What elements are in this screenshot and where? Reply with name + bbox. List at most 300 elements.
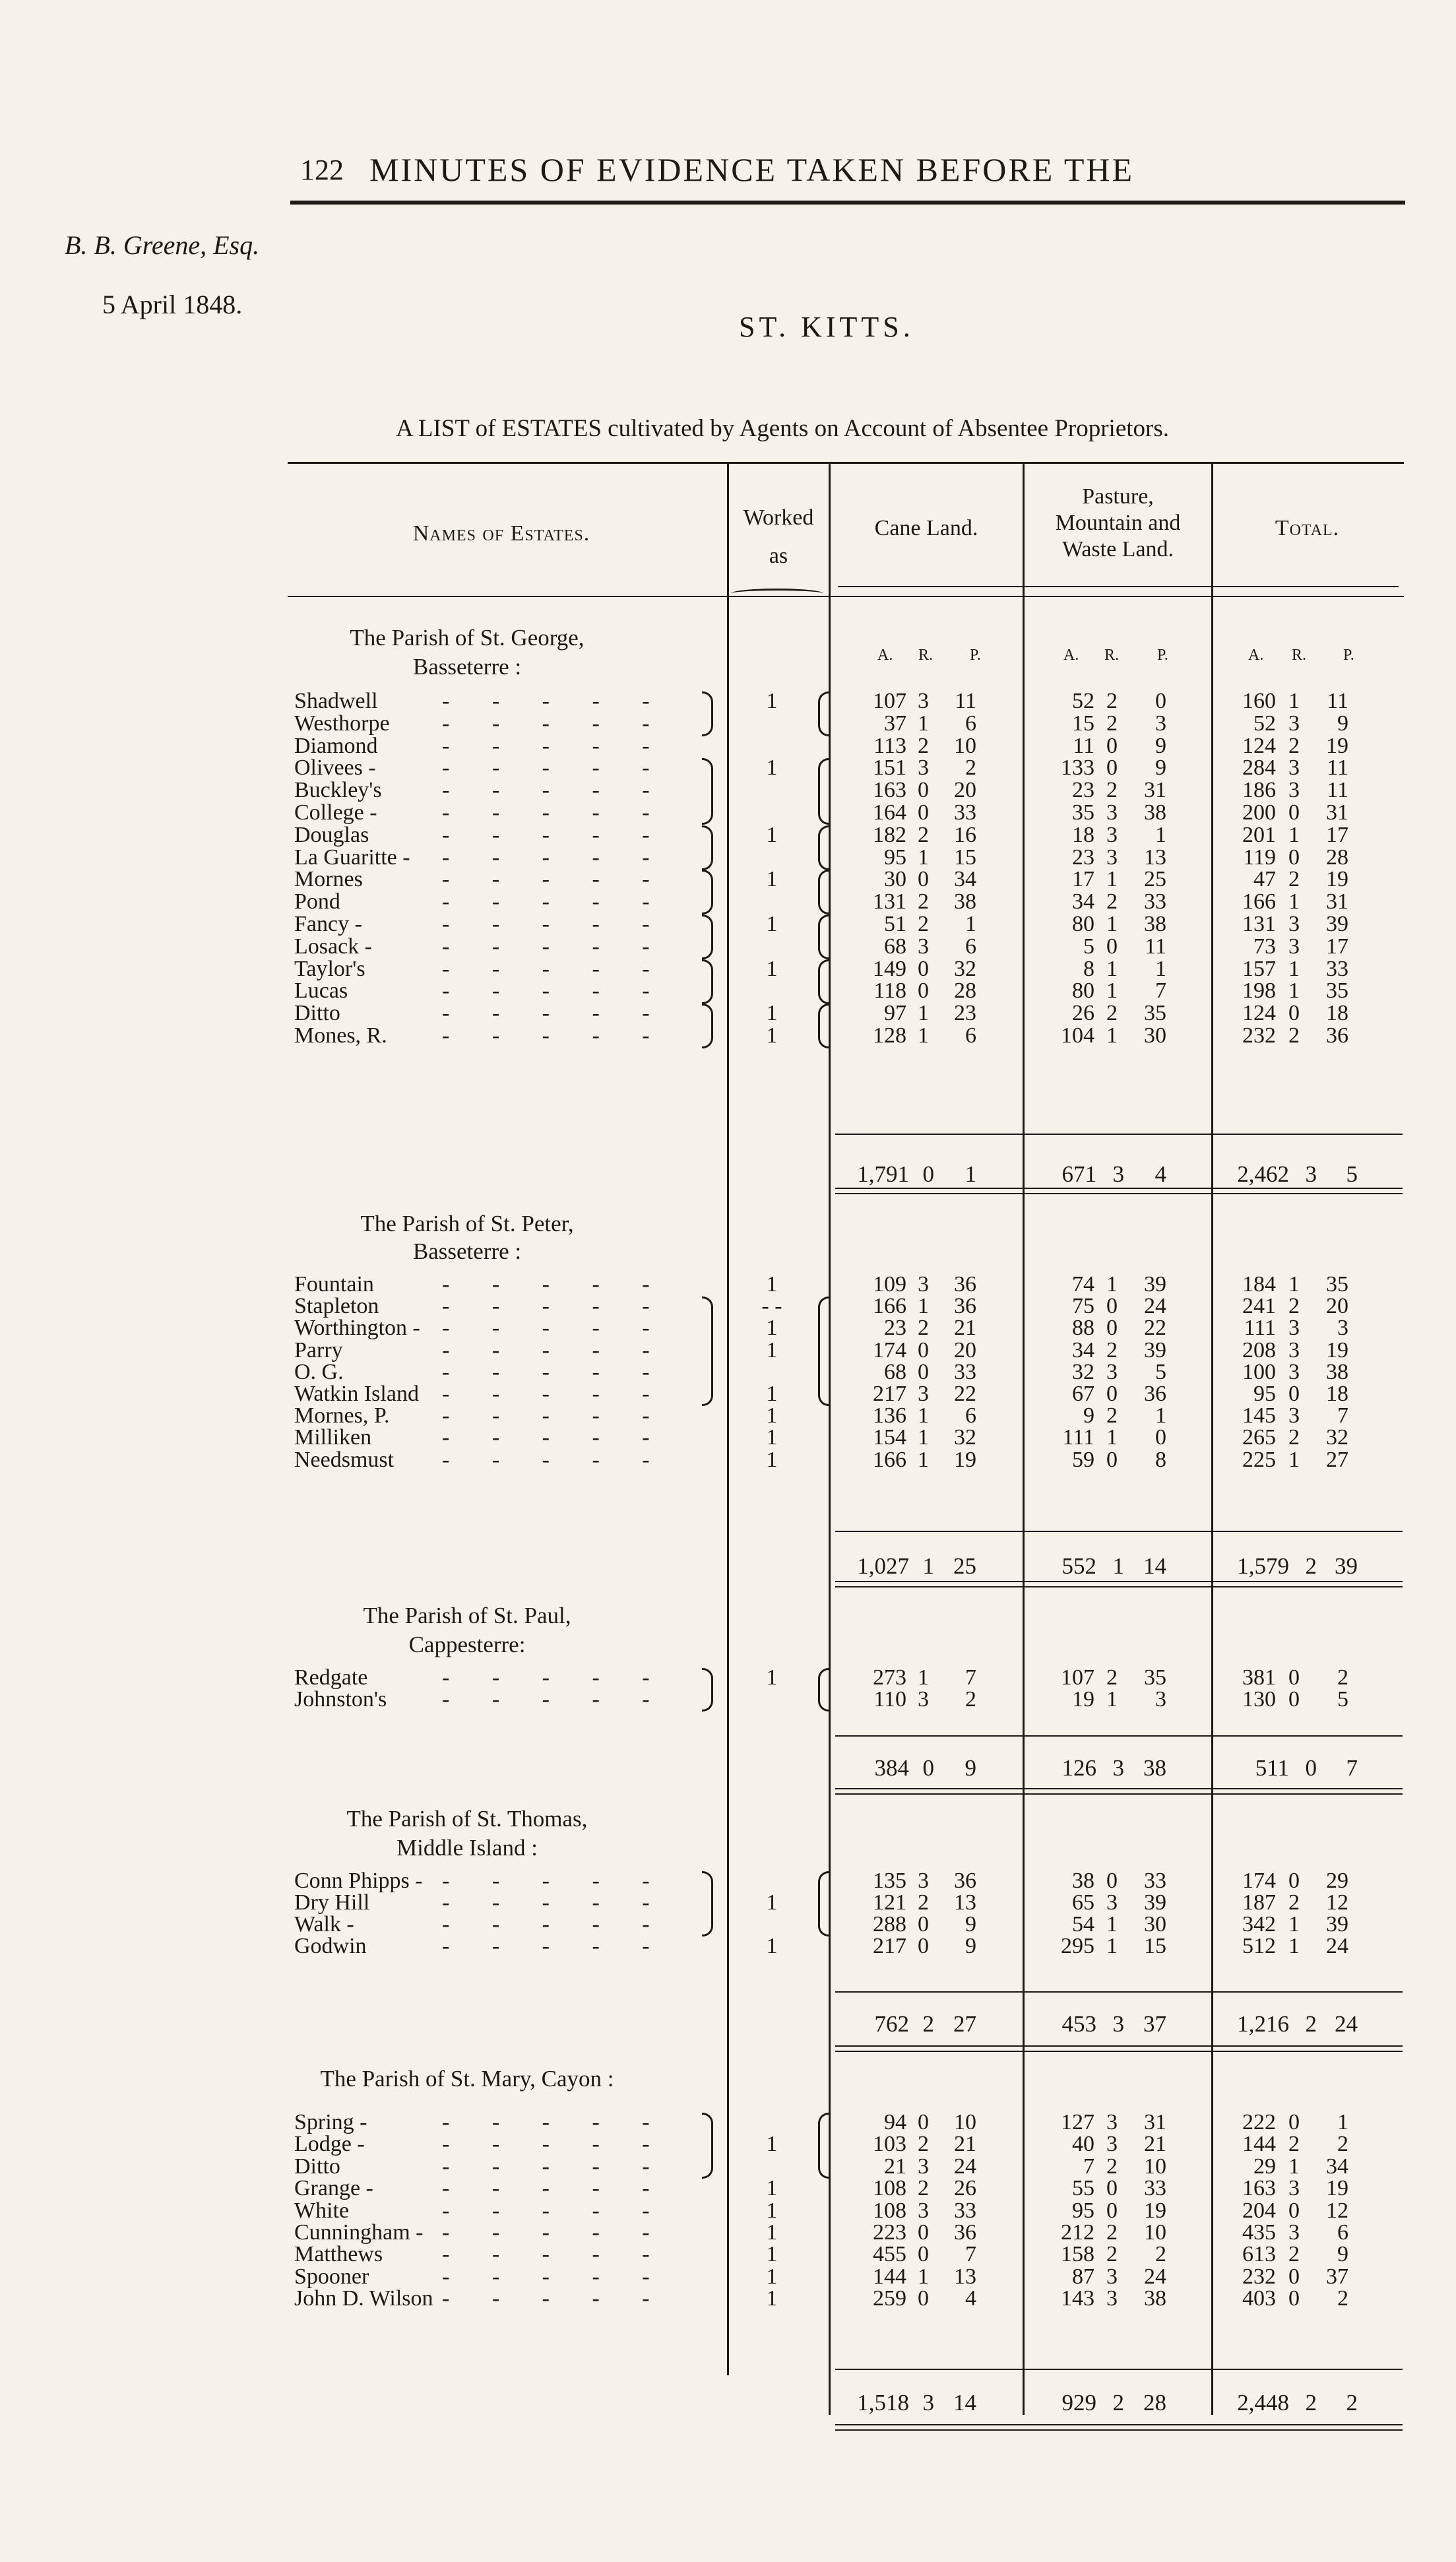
total-perches: 18 — [1326, 1382, 1348, 1406]
pasture-roods: 2 — [1106, 711, 1118, 736]
cane-acres: 217 — [873, 1382, 906, 1406]
estate-name: Ditto — [294, 2154, 340, 2179]
leader-dots: - - - - - — [442, 1890, 668, 1915]
cane-perches: 36 — [954, 1294, 976, 1318]
parish-subtitle: Basseterre : — [412, 654, 522, 680]
cane-perches: 16 — [954, 823, 976, 847]
pasture-acres: 18 — [1072, 823, 1094, 847]
total-roods: 0 — [1288, 1869, 1300, 1893]
total-total-acres: 1,579 — [1237, 1553, 1289, 1579]
cane-total-acres: 1,518 — [857, 2390, 909, 2416]
cane-acres: 273 — [873, 1665, 906, 1690]
parish-total-row — [0, 1554, 1456, 1578]
estate-name: Watkin Island — [294, 1382, 419, 1406]
sum-rule — [835, 1991, 1403, 1993]
cane-roods: 0 — [918, 1912, 929, 1937]
pasture-acres: 127 — [1061, 2110, 1094, 2134]
total-total-roods: 3 — [1305, 1161, 1317, 1187]
total-perches: 32 — [1326, 1425, 1348, 1450]
cane-acres: 217 — [873, 1934, 906, 1958]
cane-roods: 3 — [918, 1869, 929, 1893]
estate-name: Spring - — [294, 2110, 367, 2134]
parish-subtitle: Middle Island : — [396, 1835, 538, 1861]
cane-perches: 10 — [954, 2110, 976, 2134]
cane-roods: 1 — [918, 711, 929, 736]
cane-roods: 0 — [918, 1360, 929, 1384]
pasture-roods: 1 — [1106, 867, 1118, 891]
cane-total-acres: 1,027 — [857, 1553, 909, 1579]
table-row — [0, 1426, 1456, 1449]
table-row — [0, 913, 1456, 936]
pasture-perches: 33 — [1144, 889, 1166, 914]
pasture-roods: 0 — [1106, 934, 1118, 959]
leader-dots: - - - - - — [442, 867, 668, 891]
left-brace — [818, 2113, 829, 2179]
pasture-total-acres: 552 — [1061, 1553, 1096, 1579]
total-acres: 208 — [1242, 1338, 1276, 1362]
worked-as-value: 1 — [766, 1448, 778, 1472]
cane-roods: 3 — [918, 2154, 929, 2179]
total-acres: 225 — [1242, 1448, 1276, 1472]
total-roods: 0 — [1288, 2286, 1300, 2311]
leader-dots: - - - - - — [442, 912, 668, 936]
pasture-total-acres: 671 — [1061, 1161, 1096, 1187]
total-perches: 7 — [1337, 1403, 1348, 1428]
pasture-total-perches: 14 — [1143, 1553, 1166, 1579]
pasture-acres: 158 — [1061, 2242, 1094, 2266]
pasture-roods: 2 — [1106, 889, 1118, 914]
pasture-acres: 17 — [1072, 867, 1094, 891]
pasture-perches: 39 — [1144, 1272, 1166, 1297]
estate-name: Godwin — [294, 1934, 367, 1958]
right-brace — [702, 959, 713, 1004]
total-roods: 1 — [1288, 823, 1300, 847]
table-row — [0, 2111, 1456, 2134]
cane-acres: 163 — [873, 778, 906, 802]
pasture-acres: 7 — [1083, 2154, 1094, 2179]
table-row — [0, 2177, 1456, 2200]
cane-acres: 131 — [873, 889, 906, 914]
cane-roods: 0 — [918, 2110, 929, 2134]
pasture-perches: 1 — [1155, 957, 1166, 981]
estate-name: Losack - — [294, 934, 373, 959]
total-total-roods: 0 — [1305, 1755, 1317, 1781]
estate-name: Grange - — [294, 2176, 373, 2200]
estate-name: Johnston's — [294, 1687, 387, 1712]
pasture-perches: 0 — [1155, 1425, 1166, 1450]
sum-rule — [835, 2369, 1403, 2370]
pasture-perches: 38 — [1144, 2286, 1166, 2311]
estate-name: Stapleton — [294, 1294, 379, 1318]
pasture-roods: 0 — [1106, 2198, 1118, 2223]
sum-rule — [835, 1134, 1403, 1135]
table-row — [0, 1273, 1456, 1296]
cane-acres: 23 — [884, 1316, 906, 1340]
column-header-pasture-2: Mountain and — [1055, 511, 1181, 535]
pasture-perches: 11 — [1145, 934, 1166, 959]
leader-dots: - - - - - — [442, 1425, 668, 1450]
cane-roods: 0 — [918, 1338, 929, 1362]
pasture-roods: 3 — [1106, 2110, 1118, 2134]
pasture-perches: 2 — [1155, 2242, 1166, 2266]
worked-as-value: 1 — [766, 2264, 778, 2289]
pasture-total-perches: 37 — [1143, 2011, 1166, 2037]
pasture-perches: 39 — [1144, 1890, 1166, 1915]
cane-perches: 23 — [954, 1001, 976, 1025]
total-acres: 166 — [1242, 889, 1276, 914]
cane-roods: 3 — [918, 755, 929, 780]
column-header-worked-2: as — [769, 544, 788, 568]
pasture-perches: 31 — [1144, 778, 1166, 802]
table-row — [0, 779, 1456, 802]
right-brace — [702, 870, 713, 914]
total-roods: 1 — [1288, 689, 1300, 713]
cane-perches: 38 — [954, 889, 976, 914]
worked-as-value: 1 — [766, 2220, 778, 2245]
pasture-acres: 38 — [1072, 1869, 1094, 1893]
leader-dots: - - - - - — [442, 2198, 668, 2223]
cane-roods: 1 — [918, 1665, 929, 1690]
pasture-acres: 23 — [1072, 845, 1094, 870]
table-row — [0, 1383, 1456, 1405]
total-perches: 24 — [1326, 1934, 1348, 1958]
worked-as-value: 1 — [766, 1890, 778, 1915]
leader-dots: - - - - - — [442, 823, 668, 847]
cane-perches: 26 — [954, 2176, 976, 2200]
total-total-roods: 2 — [1305, 2390, 1317, 2416]
total-perches: 20 — [1326, 1294, 1348, 1318]
estate-name: Conn Phipps - — [294, 1869, 423, 1893]
pasture-total-roods: 1 — [1112, 1553, 1124, 1579]
total-total-acres: 2,448 — [1237, 2390, 1289, 2416]
cane-roods: 0 — [918, 2220, 929, 2245]
pasture-roods: 0 — [1106, 1382, 1118, 1406]
worked-header-brace — [731, 589, 823, 598]
total-total-perches: 5 — [1346, 1161, 1358, 1187]
pasture-total-perches: 28 — [1143, 2390, 1166, 2416]
table-row — [0, 1002, 1456, 1025]
leader-dots: - - - - - — [442, 689, 668, 713]
cane-perches: 2 — [965, 755, 976, 780]
total-acres: 200 — [1242, 800, 1276, 825]
pasture-roods: 1 — [1106, 1687, 1118, 1712]
cane-acres: 121 — [873, 1890, 906, 1915]
left-brace — [818, 758, 829, 825]
estate-name: Worthington - — [294, 1316, 420, 1340]
cane-total-perches: 9 — [965, 1755, 976, 1781]
pasture-roods: 2 — [1106, 1403, 1118, 1428]
total-acres: 435 — [1242, 2220, 1276, 2245]
parish-subtitle: Cappesterre: — [408, 1632, 526, 1657]
leader-dots: - - - - - — [442, 2154, 668, 2179]
total-roods: 2 — [1288, 1425, 1300, 1450]
pasture-acres: 40 — [1072, 2132, 1094, 2156]
cane-perches: 36 — [954, 1869, 976, 1893]
cane-perches: 21 — [954, 1316, 976, 1340]
pasture-perches: 38 — [1144, 800, 1166, 825]
leader-dots: - - - - - — [442, 1382, 668, 1406]
left-brace — [818, 914, 829, 959]
total-perches: 2 — [1337, 2132, 1348, 2156]
cane-roods: 2 — [918, 1890, 929, 1915]
estate-name: Buckley's — [294, 778, 382, 802]
cane-perches: 24 — [954, 2154, 976, 2179]
cane-roods: 3 — [918, 2198, 929, 2223]
data-header-rule — [838, 586, 1399, 587]
total-acres: 144 — [1242, 2132, 1276, 2156]
cane-total-perches: 1 — [965, 1161, 976, 1187]
estate-name: Parry — [294, 1338, 343, 1362]
leader-dots: - - - - - — [442, 711, 668, 736]
pasture-total-roods: 3 — [1112, 1161, 1124, 1187]
table-row — [0, 1688, 1456, 1711]
leader-dots: - - - - - — [442, 2220, 668, 2245]
total-acres: 232 — [1242, 1023, 1276, 1048]
table-row — [0, 824, 1456, 847]
estate-name: Mones, R. — [294, 1023, 387, 1048]
worked-as-value: 1 — [766, 2176, 778, 2200]
pasture-perches: 24 — [1144, 2264, 1166, 2289]
estate-name: Taylor's — [294, 957, 365, 981]
total-roods: 0 — [1288, 845, 1300, 870]
total-perches: 2 — [1337, 2286, 1348, 2311]
total-roods: 2 — [1288, 1294, 1300, 1318]
cane-roods: 2 — [918, 912, 929, 936]
total-perches: 5 — [1337, 1687, 1348, 1712]
table-row — [0, 1317, 1456, 1339]
cane-acres: 30 — [884, 867, 906, 891]
leader-dots: - - - - - — [442, 2264, 668, 2289]
cane-perches: 33 — [954, 800, 976, 825]
pasture-perches: 22 — [1144, 1316, 1166, 1340]
table-row — [0, 1361, 1456, 1384]
cane-roods: 0 — [918, 978, 929, 1003]
pasture-perches: 39 — [1144, 1338, 1166, 1362]
table-row — [0, 735, 1456, 757]
pasture-roods: 0 — [1106, 755, 1118, 780]
cane-acres: 68 — [884, 1360, 906, 1384]
total-acres: 124 — [1242, 1001, 1276, 1025]
cane-acres: 110 — [873, 1687, 906, 1712]
leader-dots: - - - - - — [442, 734, 668, 758]
cane-roods: 3 — [918, 689, 929, 713]
leader-dots: - - - - - — [442, 1338, 668, 1362]
pasture-acres: 59 — [1072, 1448, 1094, 1472]
right-brace — [702, 914, 713, 959]
leader-dots: - - - - - — [442, 1023, 668, 1048]
pasture-acres: 11 — [1073, 734, 1094, 758]
total-roods: 0 — [1288, 2264, 1300, 2289]
total-acres: 130 — [1242, 1687, 1276, 1712]
pasture-acres: 133 — [1061, 755, 1094, 780]
total-perches: 39 — [1326, 1912, 1348, 1937]
leader-dots: - - - - - — [442, 800, 668, 825]
pasture-total-roods: 3 — [1112, 1755, 1124, 1781]
sum-rule — [835, 1735, 1403, 1737]
pasture-roods: 0 — [1106, 1869, 1118, 1893]
pasture-perches: 36 — [1144, 1382, 1166, 1406]
total-roods: 3 — [1288, 1338, 1300, 1362]
column-header-worked-1: Worked — [743, 505, 814, 530]
pasture-acres: 295 — [1061, 1934, 1094, 1958]
total-acres: 222 — [1242, 2110, 1276, 2134]
total-perches: 11 — [1327, 778, 1348, 802]
cane-perches: 7 — [965, 2242, 976, 2266]
leader-dots: - - - - - — [442, 778, 668, 802]
total-perches: 19 — [1326, 2176, 1348, 2200]
total-acres: 201 — [1242, 823, 1276, 847]
table-row — [0, 980, 1456, 1002]
worked-as-value: 1 — [766, 1338, 778, 1362]
estate-name: La Guaritte - — [294, 845, 410, 870]
table-row — [0, 690, 1456, 713]
cane-perches: 32 — [954, 957, 976, 981]
total-total-perches: 39 — [1335, 1553, 1358, 1579]
cane-total-perches: 27 — [953, 2011, 976, 2037]
total-perches: 29 — [1326, 1869, 1348, 1893]
pasture-perches: 10 — [1144, 2220, 1166, 2245]
worked-as-value: 1 — [766, 1001, 778, 1025]
parish-total-row — [0, 1163, 1456, 1186]
pasture-perches: 21 — [1144, 2132, 1166, 2156]
total-roods: 1 — [1288, 957, 1300, 981]
cane-roods: 0 — [918, 778, 929, 802]
worked-as-value: 1 — [766, 912, 778, 936]
estate-name: Fancy - — [294, 912, 362, 936]
cane-acres: 135 — [873, 1869, 906, 1893]
sum-double-rule — [835, 2051, 1403, 2052]
total-acres: 198 — [1242, 978, 1276, 1003]
sum-double-rule — [835, 2429, 1403, 2431]
pasture-roods: 1 — [1106, 957, 1118, 981]
total-roods: 3 — [1288, 934, 1300, 959]
pasture-perches: 38 — [1144, 912, 1166, 936]
cane-roods: 3 — [918, 934, 929, 959]
total-roods: 3 — [1288, 711, 1300, 736]
pasture-perches: 25 — [1144, 867, 1166, 891]
estate-name: John D. Wilson — [294, 2286, 433, 2311]
left-brace — [818, 1871, 829, 1937]
leader-dots: - - - - - — [442, 845, 668, 870]
total-acres: 403 — [1242, 2286, 1276, 2311]
estate-name: Ditto — [294, 1001, 340, 1025]
cane-total-roods: 2 — [922, 2011, 934, 2037]
table-row — [0, 2133, 1456, 2156]
total-acres: 184 — [1242, 1272, 1276, 1297]
cane-perches: 2 — [965, 1687, 976, 1712]
pasture-roods: 3 — [1106, 845, 1118, 870]
cane-perches: 22 — [954, 1382, 976, 1406]
leader-dots: - - - - - — [442, 1360, 668, 1384]
pasture-acres: 88 — [1072, 1316, 1094, 1340]
column-header-pasture-3: Waste Land. — [1061, 537, 1174, 561]
worked-as-value: 1 — [766, 2242, 778, 2266]
total-total-acres: 511 — [1255, 1755, 1289, 1781]
cane-perches: 1 — [965, 912, 976, 936]
cane-total-acres: 384 — [874, 1755, 909, 1781]
pasture-roods: 1 — [1106, 1272, 1118, 1297]
cane-acres: 144 — [873, 2264, 906, 2289]
cane-acres: 151 — [873, 755, 906, 780]
total-total-acres: 2,462 — [1237, 1161, 1289, 1187]
total-perches: 35 — [1326, 978, 1348, 1003]
leader-dots: - - - - - — [442, 1687, 668, 1712]
table-row — [0, 757, 1456, 779]
cane-perches-header: P. — [970, 647, 981, 664]
estate-name: Walk - — [294, 1912, 354, 1937]
cane-roods: 2 — [918, 2132, 929, 2156]
cane-acres: 182 — [873, 823, 906, 847]
worked-as-value: 1 — [766, 867, 778, 891]
total-acres: 47 — [1253, 867, 1276, 891]
cane-perches: 36 — [954, 2220, 976, 2245]
total-roods: 1 — [1288, 1448, 1300, 1472]
total-roods-header: R. — [1292, 647, 1307, 664]
total-acres: 145 — [1242, 1403, 1276, 1428]
pasture-perches: 7 — [1155, 978, 1166, 1003]
pasture-acres: 74 — [1072, 1272, 1094, 1297]
cane-perches: 15 — [954, 845, 976, 870]
table-row — [0, 1405, 1456, 1427]
estate-name: Milliken — [294, 1425, 372, 1450]
pasture-roods: 3 — [1106, 2264, 1118, 2289]
cane-roods: 2 — [918, 1316, 929, 1340]
pasture-perches: 3 — [1155, 1687, 1166, 1712]
total-acres: 512 — [1242, 1934, 1276, 1958]
pasture-perches: 5 — [1155, 1360, 1166, 1384]
worked-as-value: 1 — [766, 2198, 778, 2223]
document-title: ST. KITTS. — [739, 311, 914, 343]
total-perches: 17 — [1326, 934, 1348, 959]
estate-name: Needsmust — [294, 1448, 395, 1472]
leader-dots: - - - - - — [442, 1665, 668, 1690]
total-total-perches: 2 — [1346, 2390, 1358, 2416]
worked-as-value: 1 — [766, 1665, 778, 1690]
pasture-perches: 31 — [1144, 2110, 1166, 2134]
cane-acres: 37 — [884, 711, 906, 736]
total-acres: 204 — [1242, 2198, 1276, 2223]
total-total-perches: 24 — [1335, 2011, 1358, 2037]
pasture-roods: 2 — [1106, 689, 1118, 713]
witness-name: B. B. Greene, Esq. — [65, 230, 260, 260]
cane-perches: 6 — [965, 934, 976, 959]
pasture-roods: 2 — [1106, 1665, 1118, 1690]
pasture-total-acres: 453 — [1061, 2011, 1096, 2037]
estate-name: Fountain — [294, 1272, 374, 1297]
cane-perches: 13 — [954, 2264, 976, 2289]
table-row — [0, 891, 1456, 913]
total-acres: 174 — [1242, 1869, 1276, 1893]
estate-name: Pond — [294, 889, 340, 914]
total-roods: 1 — [1288, 1912, 1300, 1937]
estate-name: Matthews — [294, 2242, 383, 2266]
estate-name: Olivees - — [294, 755, 376, 780]
leader-dots: - - - - - — [442, 978, 668, 1003]
parish-total-row — [0, 2012, 1456, 2036]
cane-perches: 9 — [965, 1912, 976, 1937]
pasture-total-acres: 126 — [1061, 1755, 1096, 1781]
total-acres: 160 — [1242, 689, 1276, 713]
right-brace — [702, 1004, 713, 1048]
cane-acres: 94 — [884, 2110, 906, 2134]
total-roods: 0 — [1288, 1382, 1300, 1406]
total-roods: 2 — [1288, 734, 1300, 758]
cane-total-roods: 1 — [922, 1553, 934, 1579]
table-row — [0, 2200, 1456, 2222]
table-row — [0, 1025, 1456, 1047]
total-acres: 119 — [1243, 845, 1276, 870]
sum-double-rule — [835, 1586, 1403, 1587]
